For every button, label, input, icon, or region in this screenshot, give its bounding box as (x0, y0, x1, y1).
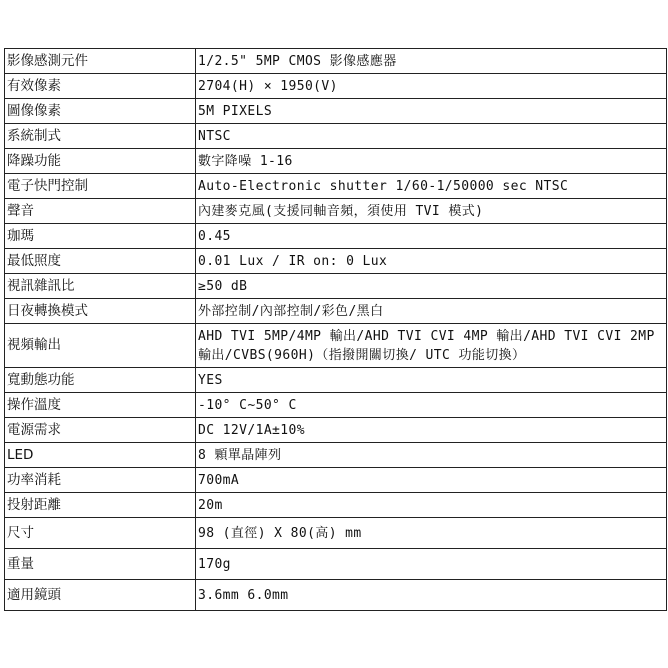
spec-value: 0.01 Lux / IR on: 0 Lux (196, 249, 667, 274)
spec-label: 日夜轉換模式 (5, 299, 196, 324)
table-row (5, 299, 667, 324)
spec-value: NTSC (196, 124, 667, 149)
spec-label: LED (5, 443, 196, 468)
spec-value: 8 顆單晶陣列 (196, 443, 667, 468)
spec-table (4, 48, 667, 611)
spec-value: 內建麥克風(支援同軸音頻，須使用 TVI 模式) (196, 199, 667, 224)
spec-value: 外部控制/內部控制/彩色/黑白 (196, 299, 667, 324)
table-row (5, 468, 667, 493)
table-row (5, 99, 667, 124)
spec-label: 投射距離 (5, 493, 196, 518)
spec-label: 聲音 (5, 199, 196, 224)
table-row (5, 324, 667, 368)
spec-label: 最低照度 (5, 249, 196, 274)
table-row (5, 493, 667, 518)
spec-value: 5M PIXELS (196, 99, 667, 124)
table-row (5, 224, 667, 249)
spec-value: Auto-Electronic shutter 1/60-1/50000 sec NTSC (196, 174, 667, 199)
table-row (5, 443, 667, 468)
spec-label: 系統制式 (5, 124, 196, 149)
spec-label: 圖像像素 (5, 99, 196, 124)
spec-label: 視訊雜訊比 (5, 274, 196, 299)
spec-value: 數字降噪 1-16 (196, 149, 667, 174)
spec-value: 0.45 (196, 224, 667, 249)
table-row (5, 580, 667, 611)
spec-label: 珈瑪 (5, 224, 196, 249)
spec-value: 98 (直徑) X 80(高) mm (196, 518, 667, 549)
table-row (5, 174, 667, 199)
spec-value: -10° C~50° C (196, 393, 667, 418)
spec-sheet (4, 48, 664, 611)
spec-value: YES (196, 368, 667, 393)
spec-value: ≥50 dB (196, 274, 667, 299)
table-row (5, 418, 667, 443)
spec-label: 適用鏡頭 (5, 580, 196, 611)
spec-label: 寬動態功能 (5, 368, 196, 393)
spec-value: 3.6mm 6.0mm (196, 580, 667, 611)
spec-label: 電子快門控制 (5, 174, 196, 199)
spec-value: 170g (196, 549, 667, 580)
table-row (5, 149, 667, 174)
table-row (5, 49, 667, 74)
spec-label: 視頻輸出 (5, 324, 196, 368)
spec-label: 影像感測元件 (5, 49, 196, 74)
table-row (5, 199, 667, 224)
spec-label: 尺寸 (5, 518, 196, 549)
table-row (5, 393, 667, 418)
spec-label: 降躁功能 (5, 149, 196, 174)
table-row (5, 368, 667, 393)
spec-label: 有效像素 (5, 74, 196, 99)
spec-label: 電源需求 (5, 418, 196, 443)
spec-value: 2704(H) × 1950(V) (196, 74, 667, 99)
spec-value: 1/2.5" 5MP CMOS 影像感應器 (196, 49, 667, 74)
spec-value: 700mA (196, 468, 667, 493)
table-row (5, 549, 667, 580)
table-row (5, 518, 667, 549)
spec-label: 重量 (5, 549, 196, 580)
spec-value: AHD TVI 5MP/4MP 輸出/AHD TVI CVI 4MP 輸出/AHD TVI CVI 2MP 輸出/CVBS(960H)（指撥開關切換/ UTC 功能切換） (196, 324, 667, 368)
spec-label: 功率消耗 (5, 468, 196, 493)
table-row (5, 249, 667, 274)
spec-label: 操作溫度 (5, 393, 196, 418)
spec-value: DC 12V/1A±10% (196, 418, 667, 443)
table-row (5, 124, 667, 149)
spec-value: 20m (196, 493, 667, 518)
table-row (5, 274, 667, 299)
table-row (5, 74, 667, 99)
